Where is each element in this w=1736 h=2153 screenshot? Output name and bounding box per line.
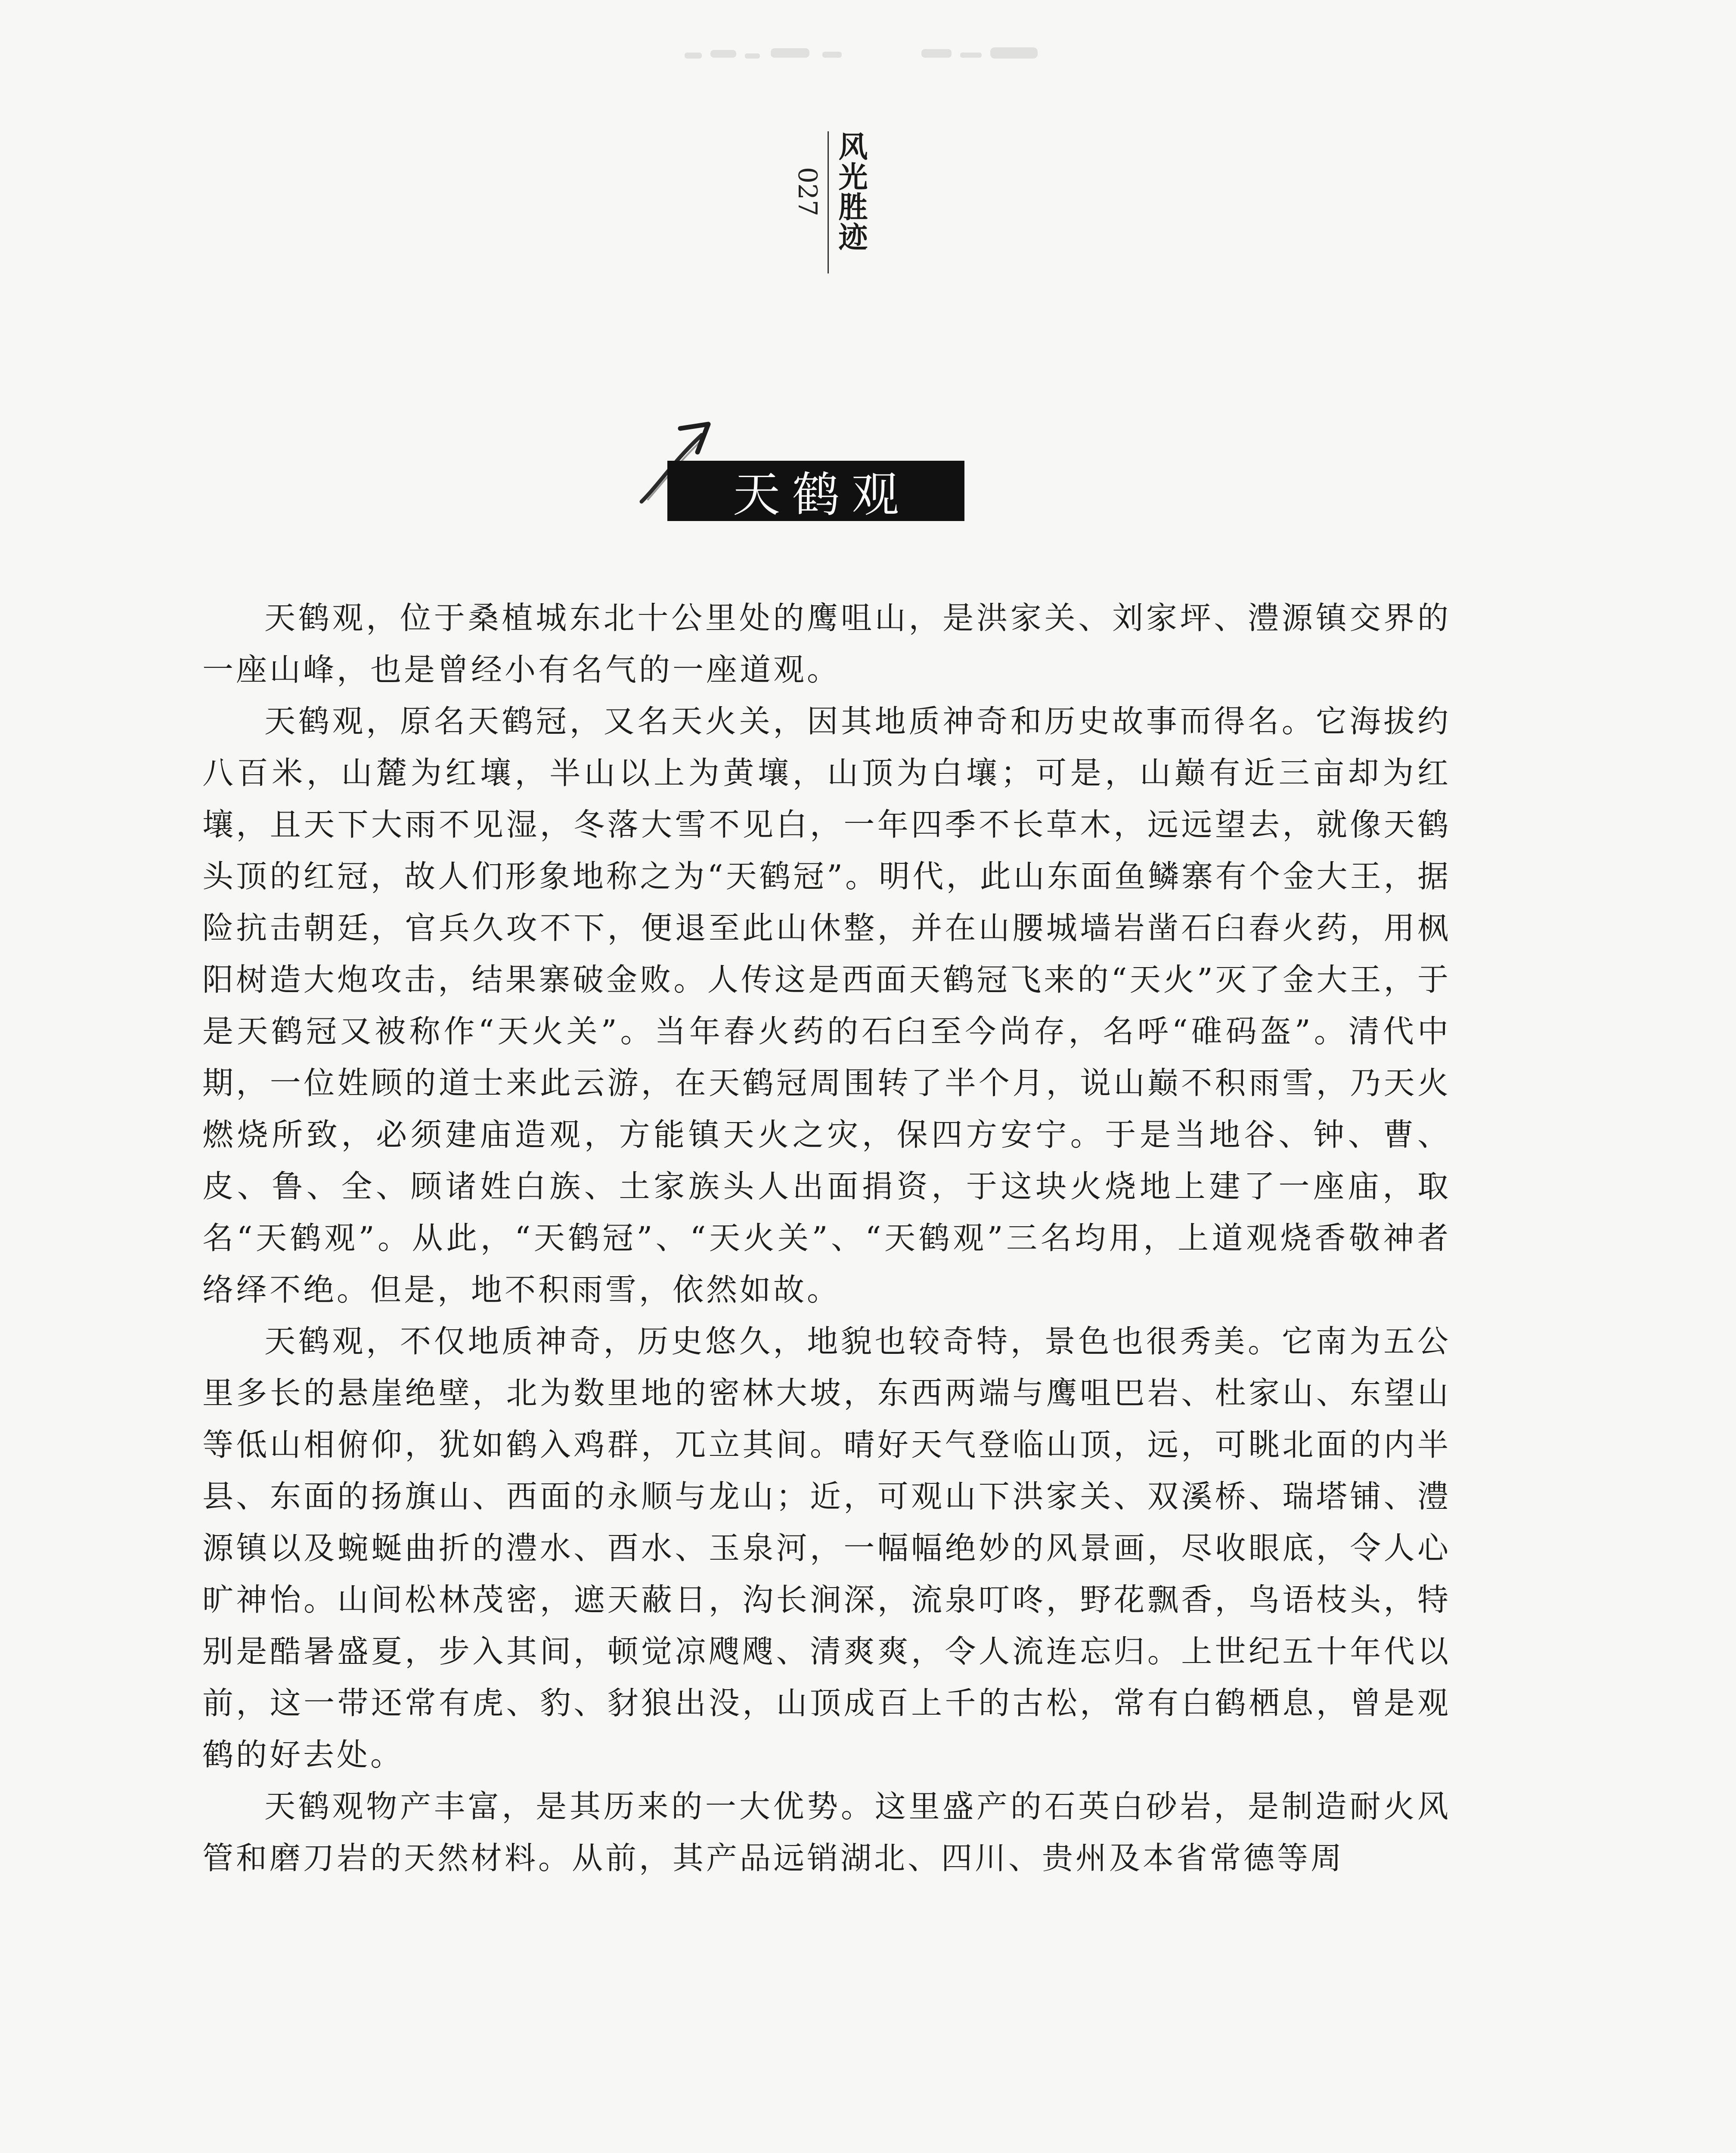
paragraph-3: 天鹤观，不仅地质神奇，历史悠久，地貌也较奇特，景色也很秀美。它南为五公里多长的悬崖绝壁，北为数里地的密林大坡，东西两端与鹰咀巴岩、杜家山、东望山等低山相俯仰，犹如鹤入鸡群，兀立其间。晴好天气登临山顶，远，可眺北面的内半县、东面的扬旗山、西面的永顺与龙山；近，可观山下洪家关、双溪桥、瑞塔铺、澧源镇以及蜿蜒曲折的澧水、酉水、玉泉河，一幅幅绝妙的风景画，尽收眼底，令人心旷神怡。山间松林茂密，遮天蔽日，沟长涧深，流泉叮咚，野花飘香，鸟语枝头，特别是酷暑盛夏，步入其间，顿觉凉飕飕、清爽爽，令人流连忘归。上世纪五十年代以前，这一带还常有虎、豹、豺狼出没，山顶成百上千的古松，常有白鹤栖息，曾是观鹤的好去处。 <box>202 1323 1451 1773</box>
section-name: 风光胜迹 <box>834 131 868 252</box>
chapter-title: 天鹤观 <box>733 467 911 522</box>
scan-smudge <box>680 40 1068 74</box>
article-body <box>202 592 1451 1884</box>
paragraph-4: 天鹤观物产丰富，是其历来的一大优势。这里盛产的石英白砂岩，是制造耐火风管和磨刀岩的天然材料。从前，其产品远销湖北、四川、贵州及本省常德等周 <box>202 1788 1451 1876</box>
running-head <box>788 131 874 273</box>
running-head-rule <box>828 131 829 273</box>
paragraph-1: 天鹤观，位于桑植城东北十公里处的鹰咀山，是洪家关、刘家坪、澧源镇交界的一座山峰，也是曾经小有名气的一座道观。 <box>202 600 1451 688</box>
chapter-title-block <box>633 411 990 523</box>
paragraph-2: 天鹤观，原名天鹤冠，又名天火关，因其地质神奇和历史故事而得名。它海拔约八百米，山麓为红壤，半山以上为黄壤，山顶为白壤；可是，山巅有近三亩却为红壤，且天下大雨不见湿，冬落大雪不见白，一年四季不长草木，远远望去，就像天鹤头顶的红冠，故人们形象地称之为“天鹤冠”。明代，此山东面鱼鳞寨有个金大王，据险抗击朝廷，官兵久攻不下，便退至此山休整，并在山腰城墙岩凿石臼舂火药，用枫阳树造大炮攻击，结果寨破金败。人传这是西面天鹤冠飞来的“天火”灭了金大王，于是天鹤冠又被称作“天火关”。当年舂火药的石臼至今尚存，名呼“碓码盔”。清代中期，一位姓顾的道士来此云游，在天鹤冠周围转了半个月，说山巅不积雨雪，乃天火燃烧所致，必须建庙造观，方能镇天火之灾，保四方安宁。于是当地谷、钟、曹、皮、鲁、全、顾诸姓白族、土家族头人出面捐资，于这块火烧地上建了一座庙，取名“天鹤观”。从此，“天鹤冠”、“天火关”、“天鹤观”三名均用，上道观烧香敬神者络绎不绝。但是，地不积雨雪，依然如故。 <box>202 703 1451 1308</box>
page-number: 027 <box>792 167 822 217</box>
